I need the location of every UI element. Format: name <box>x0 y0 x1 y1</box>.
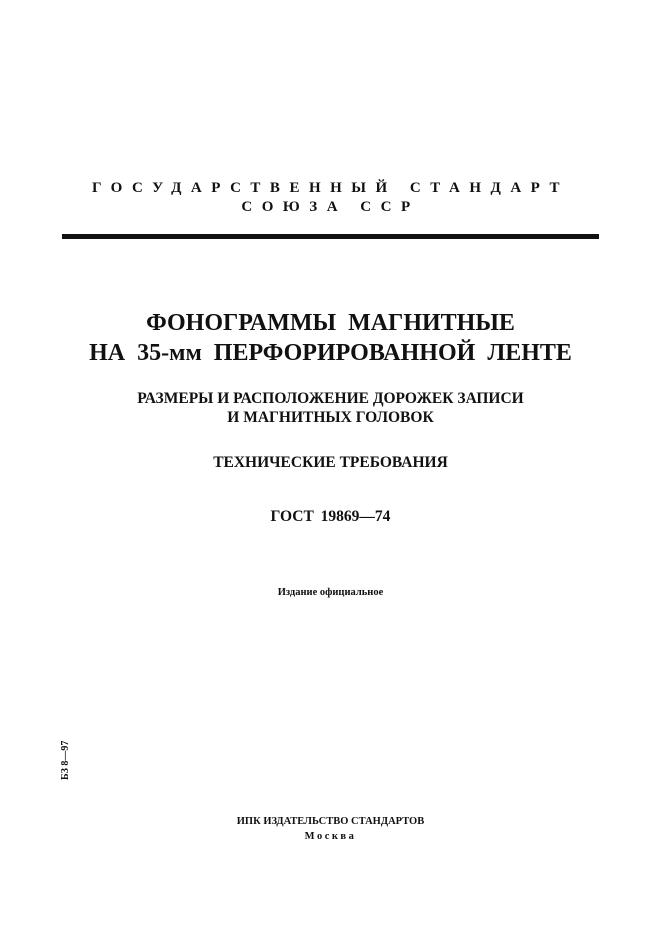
document-title-line-2: НА 35-мм ПЕРФОРИРОВАННОЙ ЛЕНТЕ <box>89 340 572 366</box>
publisher-name: ИПК ИЗДАТЕЛЬСТВО СТАНДАРТОВ <box>236 816 425 827</box>
header-line-1: ГОСУДАРСТВЕННЫЙ СТАНДАРТ <box>91 180 570 196</box>
document-subtitle-line-2: И МАГНИТНЫХ ГОЛОВОК <box>227 409 434 426</box>
side-code: БЗ 8—97 <box>60 740 71 780</box>
document-subtitle-line-1: РАЗМЕРЫ И РАСПОЛОЖЕНИЕ ДОРОЖЕК ЗАПИСИ <box>137 390 524 407</box>
document-title-line-1: ФОНОГРАММЫ МАГНИТНЫЕ <box>146 310 515 336</box>
header-line-2: СОЮЗА ССР <box>241 199 420 215</box>
technical-requirements-heading: ТЕХНИЧЕСКИЕ ТРЕБОВАНИЯ <box>213 454 448 471</box>
horizontal-rule <box>62 234 599 239</box>
standard-number: ГОСТ 19869—74 <box>270 508 391 525</box>
publisher-city: Москва <box>304 831 357 842</box>
edition-note: Издание официальное <box>277 587 384 598</box>
